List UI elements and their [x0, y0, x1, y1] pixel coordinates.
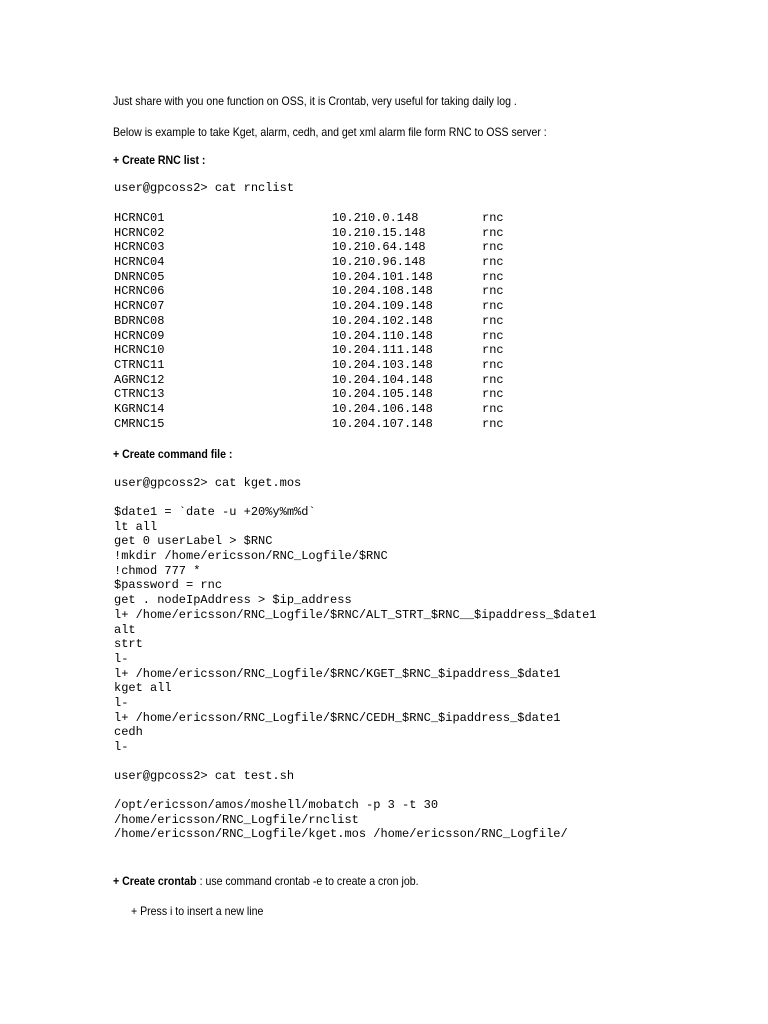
rnc-ip: 10.210.15.148 — [332, 225, 426, 240]
rnc-ip: 10.204.106.148 — [332, 401, 433, 416]
rnc-type: rnc — [482, 357, 504, 372]
rnc-type: rnc — [482, 343, 504, 358]
intro-paragraph: Just share with you one function on OSS, it is Crontab, very useful for taking daily log . — [113, 94, 517, 108]
rnc-ip: 10.204.107.148 — [332, 416, 433, 431]
rnc-type: rnc — [482, 372, 504, 387]
kget-mos-line: strt — [114, 637, 143, 652]
rnc-name: HCRNC06 — [114, 284, 165, 299]
rnc-name: HCRNC07 — [114, 299, 165, 314]
rnc-name: HCRNC02 — [114, 225, 165, 240]
rnc-ip: 10.210.96.148 — [332, 255, 426, 270]
rnc-name: KGRNC14 — [114, 401, 165, 416]
press-i-paragraph: + Press i to insert a new line — [131, 904, 264, 918]
rnc-name: HCRNC01 — [114, 211, 165, 225]
test-sh-line: /opt/ericsson/amos/moshell/mobatch -p 3 -t 30 — [114, 798, 439, 812]
kget-mos-line: kget all — [114, 681, 172, 696]
kget-command: user@gpcoss2> cat kget.mos — [114, 476, 302, 490]
test-sh-line: /home/ericsson/RNC_Logfile/kget.mos /home/ericsson/RNC_Logfile/ — [114, 827, 568, 842]
rnc-type: rnc — [482, 416, 504, 431]
kget-mos-line: get 0 userLabel > $RNC — [114, 534, 273, 549]
create-crontab-paragraph — [113, 874, 419, 888]
test-sh-line: /home/ericsson/RNC_Logfile/rnclist — [114, 812, 359, 827]
kget-mos-line: get . nodeIpAddress > $ip_address — [114, 593, 352, 608]
rnc-type: rnc — [482, 387, 504, 402]
rnc-name: CTRNC13 — [114, 387, 165, 402]
rnc-ip: 10.204.102.148 — [332, 313, 433, 328]
kget-mos-line: l- — [114, 651, 129, 666]
rnc-ip: 10.210.64.148 — [332, 240, 426, 255]
rnc-ip: 10.204.109.148 — [332, 299, 433, 314]
kget-mos-line: alt — [114, 622, 136, 637]
rnc-type: rnc — [482, 401, 504, 416]
rnc-ip: 10.204.104.148 — [332, 372, 433, 387]
rnc-type: rnc — [482, 299, 504, 314]
kget-mos-line: cedh — [114, 725, 143, 740]
kget-mos-line: !chmod 777 * — [114, 563, 201, 578]
rnc-name: CMRNC15 — [114, 416, 165, 431]
kget-mos-line: l+ /home/ericsson/RNC_Logfile/$RNC/CEDH_$RNC_$ipaddress_$date1 — [114, 710, 561, 725]
rnc-type: rnc — [482, 211, 504, 225]
rnc-ip: 10.204.111.148 — [332, 343, 433, 358]
kget-mos-line: $password = rnc — [114, 578, 223, 593]
rnc-name: HCRNC09 — [114, 328, 165, 343]
rnc-name: BDRNC08 — [114, 313, 165, 328]
example-paragraph: Below is example to take Kget, alarm, cedh, and get xml alarm file form RNC to OSS server : — [113, 125, 547, 139]
rnc-type: rnc — [482, 225, 504, 240]
create-rnc-list-heading: + Create RNC list : — [113, 153, 206, 167]
rnc-ip: 10.204.110.148 — [332, 328, 433, 343]
rnc-name: CTRNC11 — [114, 357, 165, 372]
test-sh-command: user@gpcoss2> cat test.sh — [114, 769, 295, 783]
rnc-name: HCRNC10 — [114, 343, 165, 358]
rnc-type: rnc — [482, 284, 504, 299]
rnc-type: rnc — [482, 240, 504, 255]
rnc-type: rnc — [482, 269, 504, 284]
rnc-name: HCRNC04 — [114, 255, 165, 270]
kget-mos-line: lt all — [114, 519, 158, 534]
kget-mos-content — [114, 505, 596, 755]
rnc-ip: 10.204.105.148 — [332, 387, 433, 402]
create-crontab-note: : use command crontab -e to create a cron job. — [196, 874, 419, 888]
kget-mos-line: !mkdir /home/ericsson/RNC_Logfile/$RNC — [114, 549, 388, 564]
create-crontab-heading: + Create crontab — [113, 874, 197, 888]
rnc-name: AGRNC12 — [114, 372, 165, 387]
rnc-ip: 10.204.101.148 — [332, 269, 433, 284]
rnc-name: DNRNC05 — [114, 269, 165, 284]
rnc-type: rnc — [482, 328, 504, 343]
kget-mos-line: $date1 = `date -u +20%y%m%d` — [114, 505, 316, 519]
kget-mos-line: l+ /home/ericsson/RNC_Logfile/$RNC/KGET_$RNC_$ipaddress_$date1 — [114, 666, 561, 681]
rnc-ip: 10.204.108.148 — [332, 284, 433, 299]
rnc-ip: 10.204.103.148 — [332, 357, 433, 372]
rnc-type: rnc — [482, 255, 504, 270]
kget-mos-line: l- — [114, 695, 129, 710]
kget-mos-line: l+ /home/ericsson/RNC_Logfile/$RNC/ALT_STRT_$RNC__$ipaddress_$date1 — [114, 607, 597, 622]
create-command-file-heading: + Create command file : — [113, 447, 233, 461]
rnc-type: rnc — [482, 313, 504, 328]
kget-mos-line: l- — [114, 740, 129, 754]
rnclist-command: user@gpcoss2> cat rnclist — [114, 181, 295, 195]
rnc-ip: 10.210.0.148 — [332, 211, 419, 225]
test-sh-content — [114, 798, 568, 842]
rnc-name: HCRNC03 — [114, 240, 165, 255]
